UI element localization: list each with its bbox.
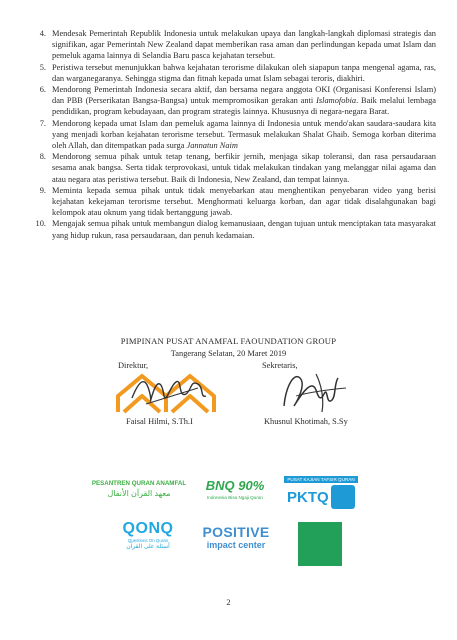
item-text: Mendorong semua pihak untuk tetap tenang, berfikir jernih, menjaga sikap toleransi, dan rasa persaudaraan sesama anak bangsa. Serta tidak terprovokasi, untuk tidak melakukan tindakan yang melanggar nilai agama dan atau negara atas peristiwa tersebut. Baik di Indonesia, New Zealand, dan tempat lainnya. [52, 152, 436, 184]
item-text [52, 118, 436, 152]
item-number: 10. [35, 219, 46, 229]
pktq-title: PKTQ [287, 488, 329, 506]
list-item [30, 218, 436, 240]
list-item [30, 118, 436, 152]
pktq-logo [284, 476, 358, 518]
qonq-logo [112, 520, 184, 564]
bnq-subtitle: Indonesia Bisa Ngaji Quran [207, 495, 263, 500]
item-text-italic: Jannatun Naim [186, 141, 238, 151]
item-text: Peristiwa tersebut menunjukkan bahwa kejahatan terorisme dilakukan oleh siapapun tanpa mengenal agama, ras, dan warganegaranya. Sehingga stigma dan fitnah kepada umat Islam sebagai teroris, diakhiri. [52, 62, 436, 83]
qonq-arabic: أسئلة على القرآن [126, 544, 170, 550]
positive-subtitle: impact center [206, 540, 266, 550]
place-date: Tangerang Selatan, 20 Maret 2019 [170, 349, 287, 358]
numbered-list [30, 28, 436, 241]
organization-name: PIMPINAN PUSAT ANAMFAL FAOUNDATION GROUP [120, 336, 337, 346]
item-text-italic: Islamofobia [316, 96, 357, 106]
item-number: 7. [39, 118, 46, 128]
item-number: 8. [39, 152, 46, 162]
role-secretary: Sekretaris, [262, 361, 298, 370]
list-item [30, 62, 436, 84]
anamfal-title: PESANTREN QURAN ANAMFAL [91, 480, 187, 487]
item-text: Meminta kepada semua pihak untuk tidak menyebarkan atau menghentikan penyebaran video yang berisi kejahatan kekejaman terorisme tersebut. Menghormati keluarga korban, dan agar tidak disalahgunakan bagi kelompok atau oknum yang tidak bertanggung jawab. [52, 185, 436, 218]
item-text-part: . Baik melalui lembaga pendidikan, program kebudayaan, dan program strategis lainnya. Khususnya di negara-negara Barat. [52, 96, 437, 117]
green-box-logo [298, 522, 342, 566]
anamfal-arabic: معهد القرآن الأنفال [107, 489, 171, 498]
director-name: Faisal Hilmi, S.Th.I [126, 417, 193, 426]
item-number: 4. [39, 29, 46, 38]
page-number: 2 [226, 598, 231, 607]
bnq-logo [196, 478, 274, 516]
secretary-signature [276, 366, 356, 416]
pktq-banner: PUSAT KAJIAN TAFSIR QURAN [284, 476, 358, 483]
list-item [30, 28, 436, 62]
qonq-subtitle: Questions On Quran [127, 538, 169, 543]
pktq-emblem-icon [331, 485, 355, 509]
secretary-name: Khusnul Khotimah, S.Sy [264, 417, 348, 426]
item-number: 9. [39, 185, 46, 195]
positive-title: POSITIVE [202, 524, 270, 540]
list-item [30, 151, 436, 185]
role-director: Direktur, [118, 361, 149, 370]
bnq-title: BNQ 90% [205, 478, 265, 493]
list-item [30, 185, 436, 219]
director-signature [128, 368, 210, 412]
anamfal-logo [90, 480, 188, 516]
item-text: Mendesak Pemerintah Republik Indonesia untuk melakukan upaya dan langkah-langkah diplomasi strategis dan signifikan, agar Pemerintah New Zealand dapat memberikan rasa aman dan perlindungan kepada umat Islam dan pemeluk agama lainnya di Selandia Baru pasca kejahatan tersebut. [52, 29, 436, 61]
qonq-title: QONQ [122, 520, 174, 537]
item-text-part: Mendorong Pemerintah Indonesia secara aktif, dan bersama negara anggota OKI (Organisasi Konferensi Islam) dan PBB (Perserikatan Bangsa-Bangsa) untuk mempromosikan gerakan anti [52, 85, 436, 106]
list-item [30, 84, 436, 118]
item-text-part: Mendorong kepada umat Islam dan pemeluk agama lainnya di Indonesia untuk mendo'akan saudara-saudara kita yang menjadi korban kejahatan terorisme tersebut. Termasuk melakukan Shalat Ghaib. Semoga korban diterima oleh Allah, dan ditempatkan pada surga [52, 118, 436, 151]
item-text: Mengajak semua pihak untuk membangun dialog kemanusiaan, dengan tujuan untuk menciptakan tata masyarakat yang hidup rukun, rasa persaudaraan, dan penuh kedamaian. [52, 219, 436, 240]
item-number: 5. [39, 62, 46, 72]
item-text [52, 84, 436, 118]
item-number: 6. [39, 85, 46, 95]
positive-impact-logo [194, 524, 278, 560]
